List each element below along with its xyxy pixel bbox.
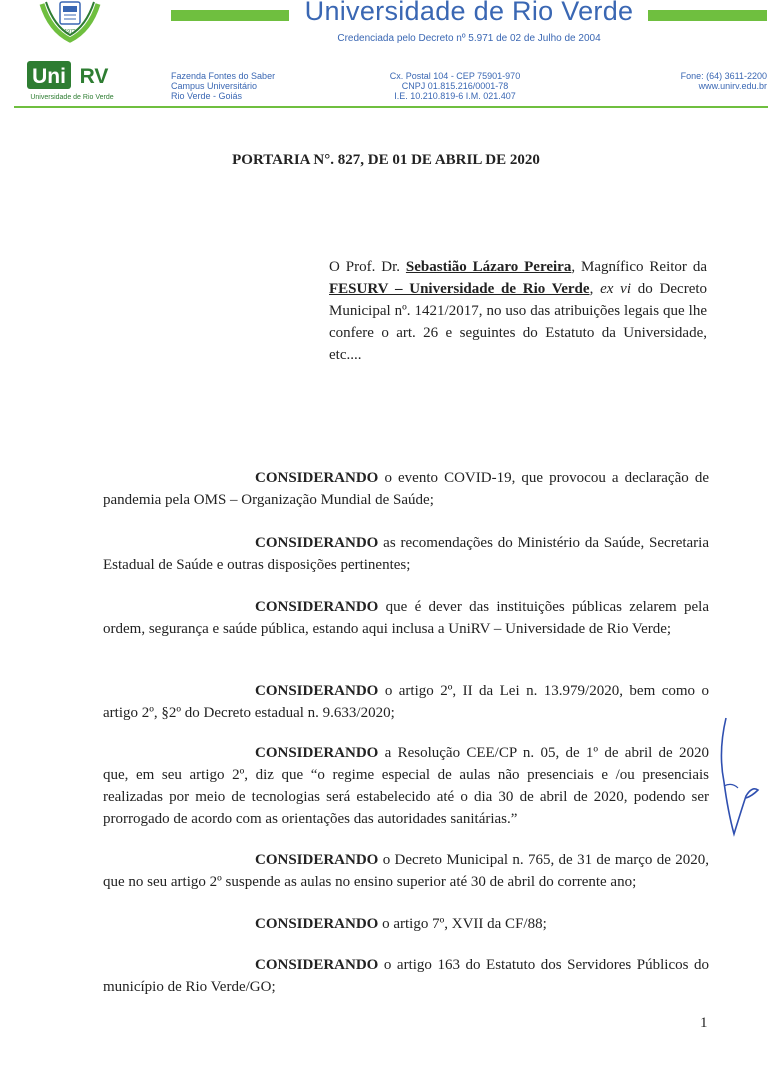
registry-line: Cx. Postal 104 - CEP 75901-970 [389,71,521,81]
considerando-lead: CONSIDERANDO [255,852,379,868]
paragraph-text: as recomendações do Ministério da Saúde, Secretaria Estadual de Saúde e outras disposições pertinentes; [103,535,709,573]
page-number: 1 [700,1015,708,1031]
considerando-paragraph [103,954,709,998]
rector-name: Sebastião Lázaro Pereira [405,259,572,275]
header-divider [14,106,768,108]
paragraph-text: o artigo 7º, XVII da CF/88; [378,916,547,932]
considerando-lead: CONSIDERANDO [255,745,379,761]
address-line: Fazenda Fontes do Saber [171,71,276,81]
header-contact [681,71,767,91]
preamble-text: , Magnífico Reitor da [571,259,707,275]
signature-icon [712,712,762,842]
paragraph-text: o Decreto Municipal n. 765, de 31 de março de 2020, que no seu artigo 2º suspende as aulas no ensino superior até 30 de abril do corrente ano; [103,852,709,890]
considerando-paragraph [103,849,709,893]
logo-rv-text: RV [79,65,109,88]
preamble-text: , [589,281,601,297]
considerando-lead: CONSIDERANDO [255,957,379,973]
crest-caption: 1972 [64,29,76,35]
address-line: Campus Universitário [171,81,258,91]
header-bar-left [171,10,289,21]
contact-phone: Fone: (64) 3611-2200 [680,71,767,81]
university-crest-icon [36,0,104,44]
header-address [171,71,275,101]
contact-website: www.unirv.edu.br [698,81,767,91]
considerando-paragraph [103,532,709,576]
institution-name: FESURV – Universidade de Rio Verde [329,281,590,297]
considerando-lead: CONSIDERANDO [255,916,379,932]
considerando-paragraph [103,680,709,724]
considerando-paragraph [103,467,709,511]
preamble-text: do Decreto Municipal nº. 1421/2017, no uso das atribuições legais que lhe confere o art. 26 e seguintes do Estatuto da Universidade, etc.... [329,281,708,363]
document-title: PORTARIA N°. 827, DE 01 DE ABRIL DE 2020 [232,152,540,168]
preamble-text: O Prof. Dr. [329,259,406,275]
ex-vi-term: ex vi [600,281,632,297]
considerando-paragraph [103,913,709,935]
considerando-lead: CONSIDERANDO [255,683,379,699]
university-credential: Credenciada pelo Decreto nº 5.971 de 02 de Julho de 2004 [337,33,601,44]
considerando-lead: CONSIDERANDO [255,470,379,486]
logo-subtitle: Universidade de Rio Verde [30,94,114,101]
registry-line: CNPJ 01.815.216/0001-78 [401,81,509,91]
header-bar-right [648,10,767,21]
considerando-lead: CONSIDERANDO [255,535,379,551]
considerando-paragraph [103,596,709,640]
unirv-logo-icon [26,60,118,90]
paragraph-text: o artigo 163 do Estatuto dos Servidores Públicos do município de Rio Verde/GO; [103,957,709,995]
address-line: Rio Verde - Goiás [171,91,243,101]
header-registry [370,71,540,101]
preamble [329,256,707,366]
considerando-lead: CONSIDERANDO [255,599,379,615]
university-title: Universidade de Rio Verde [304,0,634,26]
paragraph-text: a Resolução CEE/CP n. 05, de 1º de abril de 2020 que, em seu artigo 2º, diz que “o regime especial de aulas não presenciais e /ou presenciais realizadas por meio de tecnologias será estabelecido até o dia 30 de abril de 2020, podendo ser prorrogado de acordo com as orientações das autoridades sanitárias.” [103,745,709,827]
paragraph-text: o evento COVID-19, que provocou a declaração de pandemia pela OMS – Organização Mundial de Saúde; [103,470,709,508]
considerando-paragraph [103,742,709,830]
paragraph-text: que é dever das instituições públicas zelarem pela ordem, segurança e saúde pública, estando aqui inclusa a UniRV – Universidade de Rio Verde; [103,599,709,637]
paragraph-text: o artigo 2º, II da Lei n. 13.979/2020, bem como o artigo 2º, §2º do Decreto estadual n. 9.633/2020; [103,683,709,721]
logo-uni-text: Uni [32,65,66,88]
registry-line: I.E. 10.210.819-6 I.M. 021.407 [394,91,516,101]
